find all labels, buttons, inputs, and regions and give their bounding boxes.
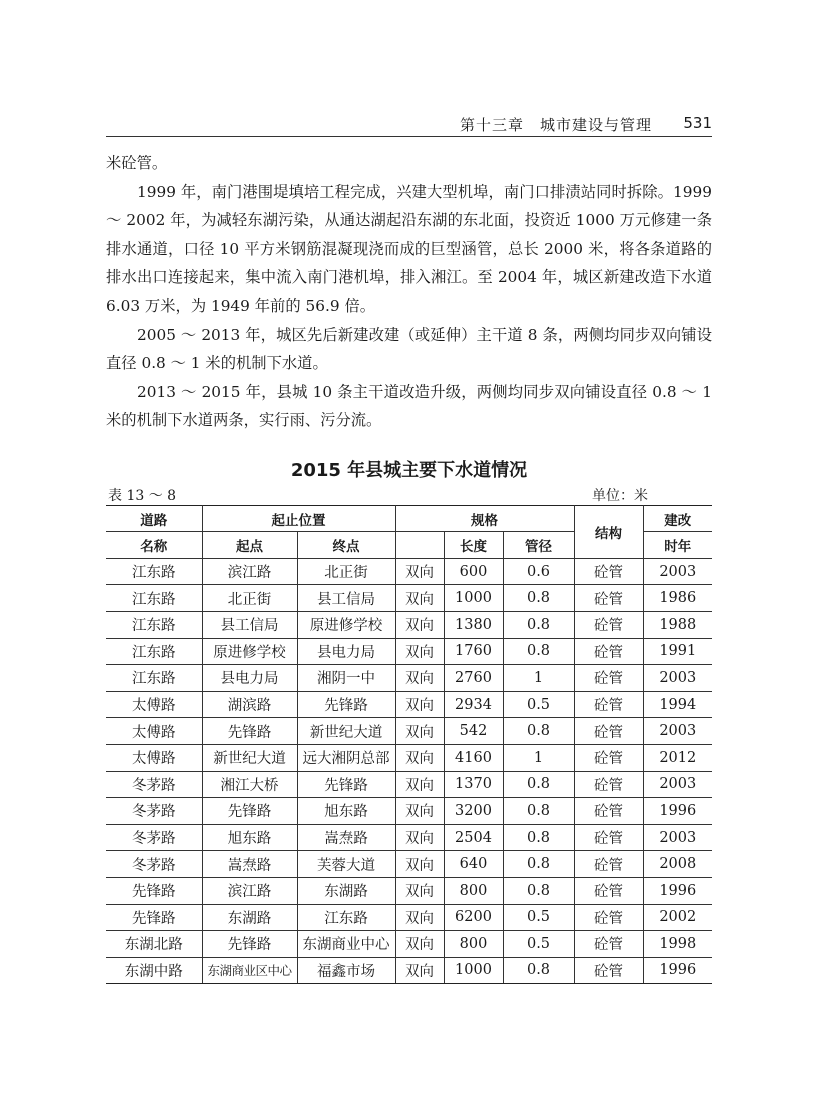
table-row <box>106 851 712 878</box>
cell-road: 东湖北路 <box>106 931 202 958</box>
sewer-table <box>106 505 712 984</box>
header-end: 终点 <box>297 532 395 558</box>
cell-year: 1988 <box>643 611 712 638</box>
cell-road: 先锋路 <box>106 904 202 931</box>
cell-direction: 双向 <box>395 904 444 931</box>
cell-year: 1996 <box>643 798 712 825</box>
cell-structure: 砼管 <box>574 824 643 851</box>
table-row <box>106 824 712 851</box>
table-row <box>106 957 712 984</box>
table-row <box>106 585 712 612</box>
table-row <box>106 558 712 585</box>
cell-end: 先锋路 <box>297 691 395 718</box>
cell-year: 1991 <box>643 638 712 665</box>
cell-diameter: 0.8 <box>503 638 574 665</box>
cell-year: 1998 <box>643 931 712 958</box>
cell-start: 县工信局 <box>202 611 297 638</box>
cell-diameter: 0.8 <box>503 611 574 638</box>
cell-start: 嵩焘路 <box>202 851 297 878</box>
cell-direction: 双向 <box>395 877 444 904</box>
cell-structure: 砼管 <box>574 851 643 878</box>
table-row <box>106 665 712 692</box>
cell-year: 1996 <box>643 877 712 904</box>
cell-length: 640 <box>444 851 503 878</box>
table-unit: 单位：米 <box>592 488 648 504</box>
cell-road: 先锋路 <box>106 877 202 904</box>
table-row <box>106 877 712 904</box>
cell-direction: 双向 <box>395 957 444 984</box>
cell-diameter: 0.5 <box>503 904 574 931</box>
cell-length: 1370 <box>444 771 503 798</box>
cell-start: 滨江路 <box>202 558 297 585</box>
cell-year: 1996 <box>643 957 712 984</box>
cell-direction: 双向 <box>395 798 444 825</box>
cell-start: 东湖商业区中心 <box>202 957 297 984</box>
header-spec: 规格 <box>395 506 574 532</box>
cell-direction: 双向 <box>395 744 444 771</box>
cell-diameter: 0.8 <box>503 957 574 984</box>
cell-start: 县电力局 <box>202 665 297 692</box>
cell-end: 东湖商业中心 <box>297 931 395 958</box>
cell-end: 先锋路 <box>297 771 395 798</box>
cell-year: 2003 <box>643 665 712 692</box>
table-row <box>106 771 712 798</box>
cell-structure: 砼管 <box>574 611 643 638</box>
cell-road: 江东路 <box>106 665 202 692</box>
cell-end: 新世纪大道 <box>297 718 395 745</box>
cell-start: 先锋路 <box>202 718 297 745</box>
cell-direction: 双向 <box>395 691 444 718</box>
cell-diameter: 1 <box>503 665 574 692</box>
cell-year: 2003 <box>643 824 712 851</box>
table-title: 2015 年县城主要下水道情况 <box>290 460 528 481</box>
cell-structure: 砼管 <box>574 957 643 984</box>
cell-road: 太傅路 <box>106 718 202 745</box>
cell-direction: 双向 <box>395 718 444 745</box>
cell-diameter: 0.8 <box>503 851 574 878</box>
header-direction <box>395 532 444 558</box>
cell-direction: 双向 <box>395 585 444 612</box>
cell-end: 嵩焘路 <box>297 824 395 851</box>
cell-diameter: 0.5 <box>503 931 574 958</box>
table-row <box>106 904 712 931</box>
cell-start: 旭东路 <box>202 824 297 851</box>
cell-end: 东湖路 <box>297 877 395 904</box>
cell-year: 2012 <box>643 744 712 771</box>
cell-diameter: 0.8 <box>503 798 574 825</box>
cell-year: 2008 <box>643 851 712 878</box>
cell-structure: 砼管 <box>574 718 643 745</box>
cell-length: 800 <box>444 931 503 958</box>
header-road-top: 道路 <box>106 506 202 532</box>
cell-length: 2934 <box>444 691 503 718</box>
header-start: 起点 <box>202 532 297 558</box>
header-year-bottom: 时年 <box>643 532 712 558</box>
cell-structure: 砼管 <box>574 904 643 931</box>
cell-start: 新世纪大道 <box>202 744 297 771</box>
table-meta <box>106 485 712 505</box>
cell-end: 原进修学校 <box>297 611 395 638</box>
cell-length: 2760 <box>444 665 503 692</box>
cell-road: 冬茅路 <box>106 851 202 878</box>
cell-diameter: 0.8 <box>503 771 574 798</box>
cell-length: 3200 <box>444 798 503 825</box>
cell-direction: 双向 <box>395 665 444 692</box>
cell-diameter: 0.8 <box>503 585 574 612</box>
cell-end: 江东路 <box>297 904 395 931</box>
cell-diameter: 0.6 <box>503 558 574 585</box>
cell-direction: 双向 <box>395 824 444 851</box>
cell-end: 北正街 <box>297 558 395 585</box>
cell-road: 冬茅路 <box>106 771 202 798</box>
cell-length: 6200 <box>444 904 503 931</box>
cell-end: 远大湘阴总部 <box>297 744 395 771</box>
cell-road: 东湖中路 <box>106 957 202 984</box>
cell-length: 600 <box>444 558 503 585</box>
cell-year: 1986 <box>643 585 712 612</box>
cell-road: 冬茅路 <box>106 824 202 851</box>
table-row <box>106 691 712 718</box>
body-text <box>106 149 712 435</box>
cell-end: 芙蓉大道 <box>297 851 395 878</box>
chapter-title: 第十三章 城市建设与管理 <box>459 116 652 134</box>
header-diameter: 管径 <box>503 532 574 558</box>
cell-direction: 双向 <box>395 851 444 878</box>
table-label: 表 13 ～ 8 <box>108 488 177 504</box>
cell-direction: 双向 <box>395 931 444 958</box>
cell-year: 2003 <box>643 718 712 745</box>
cell-structure: 砼管 <box>574 691 643 718</box>
cell-end: 旭东路 <box>297 798 395 825</box>
table-row <box>106 718 712 745</box>
cell-start: 先锋路 <box>202 931 297 958</box>
table-row <box>106 611 712 638</box>
page-number: 531 <box>683 114 712 132</box>
cell-year: 2002 <box>643 904 712 931</box>
header-road-bottom: 名称 <box>106 532 202 558</box>
cell-road: 太傅路 <box>106 691 202 718</box>
cell-year: 2003 <box>643 558 712 585</box>
paragraph: 2013 ～ 2015 年，县城 10 条主干道改造升级，两侧均同步双向铺设直径 0.8 ～ 1 米的机制下水道两条，实行雨、污分流。 <box>106 382 712 430</box>
table-row <box>106 638 712 665</box>
cell-diameter: 0.5 <box>503 691 574 718</box>
cell-structure: 砼管 <box>574 931 643 958</box>
cell-start: 湘江大桥 <box>202 771 297 798</box>
cell-end: 福鑫市场 <box>297 957 395 984</box>
cell-start: 滨江路 <box>202 877 297 904</box>
page-header <box>106 112 712 137</box>
header-structure: 结构 <box>574 506 643 559</box>
cell-start: 北正街 <box>202 585 297 612</box>
cell-year: 2003 <box>643 771 712 798</box>
cell-diameter: 0.8 <box>503 824 574 851</box>
cell-structure: 砼管 <box>574 744 643 771</box>
cell-year: 1994 <box>643 691 712 718</box>
cell-length: 1000 <box>444 585 503 612</box>
cell-road: 江东路 <box>106 558 202 585</box>
cell-direction: 双向 <box>395 771 444 798</box>
cell-structure: 砼管 <box>574 665 643 692</box>
cell-structure: 砼管 <box>574 798 643 825</box>
cell-start: 湖滨路 <box>202 691 297 718</box>
cell-end: 湘阴一中 <box>297 665 395 692</box>
cell-road: 江东路 <box>106 611 202 638</box>
cell-structure: 砼管 <box>574 638 643 665</box>
cell-road: 江东路 <box>106 638 202 665</box>
cell-diameter: 0.8 <box>503 718 574 745</box>
header-length: 长度 <box>444 532 503 558</box>
header-year-top: 建改 <box>643 506 712 532</box>
paragraph: 1999 年，南门港围堤填培工程完成，兴建大型机埠，南门口排渍站同时拆除。1999 ～ 2002 年，为减轻东湖污染，从通达湖起沿东湖的东北面，投资近 1000 万元修建一条排水通道，口径 10 平方米钢筋混凝现浇而成的巨型涵管，总长 2000 米，将各条道路的排水出口连接起来，集中流入南门港机埠，排入湘江。至 2004 年，城区新建改造下水道 6.03 万米，为 1949 年前的 56.9 倍。 <box>106 182 712 315</box>
cell-structure: 砼管 <box>574 585 643 612</box>
cell-diameter: 0.8 <box>503 877 574 904</box>
cell-length: 4160 <box>444 744 503 771</box>
cell-length: 1380 <box>444 611 503 638</box>
table-row <box>106 931 712 958</box>
cell-direction: 双向 <box>395 611 444 638</box>
cell-structure: 砼管 <box>574 877 643 904</box>
cell-direction: 双向 <box>395 638 444 665</box>
cell-road: 太傅路 <box>106 744 202 771</box>
cell-diameter: 1 <box>503 744 574 771</box>
cell-length: 800 <box>444 877 503 904</box>
cell-road: 冬茅路 <box>106 798 202 825</box>
cell-end: 县电力局 <box>297 638 395 665</box>
cell-end: 县工信局 <box>297 585 395 612</box>
cell-length: 1000 <box>444 957 503 984</box>
cell-length: 1760 <box>444 638 503 665</box>
cell-road: 江东路 <box>106 585 202 612</box>
header-position: 起止位置 <box>202 506 395 532</box>
paragraph: 2005 ～ 2013 年，城区先后新建改建（或延伸）主干道 8 条，两侧均同步双向铺设直径 0.8 ～ 1 米的机制下水道。 <box>106 325 712 373</box>
cell-start: 东湖路 <box>202 904 297 931</box>
cell-start: 原进修学校 <box>202 638 297 665</box>
table-row <box>106 798 712 825</box>
cell-direction: 双向 <box>395 558 444 585</box>
cell-length: 2504 <box>444 824 503 851</box>
cell-length: 542 <box>444 718 503 745</box>
cell-structure: 砼管 <box>574 771 643 798</box>
cell-structure: 砼管 <box>574 558 643 585</box>
table-row <box>106 744 712 771</box>
cell-start: 先锋路 <box>202 798 297 825</box>
paragraph: 米砼管。 <box>106 154 168 172</box>
